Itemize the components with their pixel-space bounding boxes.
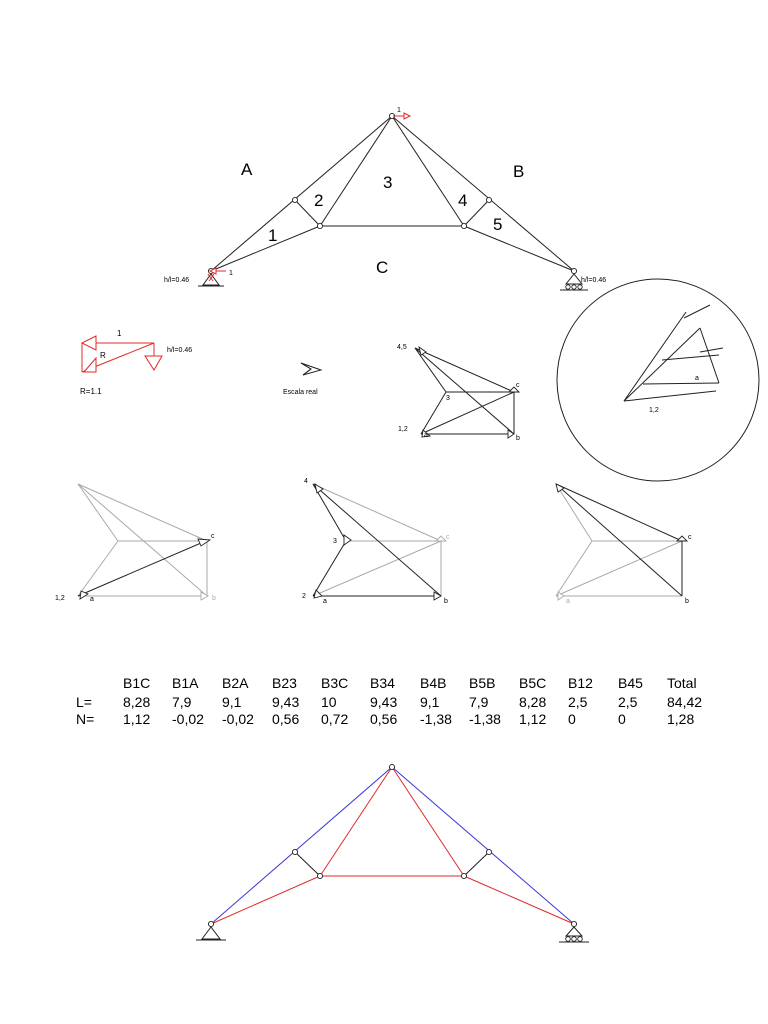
column-header: B12 bbox=[568, 675, 593, 691]
step2-label-c: c bbox=[446, 534, 450, 541]
zone-label-3: 3 bbox=[383, 173, 393, 192]
zone-label-b: B bbox=[513, 162, 525, 181]
cremona-label-a: a bbox=[424, 432, 428, 439]
step1-label-a: a bbox=[90, 596, 94, 603]
column-header: B34 bbox=[370, 675, 395, 691]
pin-support bbox=[198, 274, 224, 286]
apex-load-arrow bbox=[393, 113, 410, 119]
cremona-label-12: 1,2 bbox=[398, 426, 408, 433]
row-label: L= bbox=[76, 694, 92, 710]
table-cell: 8,28 bbox=[123, 694, 151, 710]
load-polygon-ratio: h/l=0.46 bbox=[167, 347, 193, 354]
support-load-label: 1 bbox=[229, 270, 233, 277]
step1-label-12: 1,2 bbox=[55, 595, 65, 602]
table-cell: 9,43 bbox=[272, 694, 300, 710]
cremona-label-45: 4,5 bbox=[397, 344, 407, 351]
table-cell: 1,12 bbox=[519, 711, 547, 727]
load-polygon-top-label: 1 bbox=[117, 329, 122, 338]
table-cell: 7,9 bbox=[469, 694, 489, 710]
zoom-label-12: 1,2 bbox=[649, 407, 659, 414]
zone-label-1: 1 bbox=[268, 226, 278, 245]
table-header-row bbox=[123, 675, 697, 691]
step2-label-4: 4 bbox=[304, 478, 308, 485]
table-cell: 2,5 bbox=[568, 694, 588, 710]
table-cell: -1,38 bbox=[469, 711, 501, 727]
table-cell: 2,5 bbox=[618, 694, 638, 710]
scale-label: Escala real bbox=[283, 389, 318, 396]
load-polygon-r-label: R bbox=[100, 351, 106, 360]
zone-label-c: C bbox=[376, 258, 389, 277]
column-header: B5B bbox=[469, 675, 496, 691]
zone-label-4: 4 bbox=[458, 191, 468, 210]
load-polygon bbox=[80, 329, 192, 396]
table-row-length bbox=[76, 694, 702, 710]
table-cell: -1,38 bbox=[420, 711, 452, 727]
step1-label-b: b bbox=[212, 595, 216, 602]
table-cell: 0,72 bbox=[321, 711, 349, 727]
zone-label-2: 2 bbox=[314, 191, 324, 210]
column-header: B1C bbox=[123, 675, 151, 691]
cremona-label-3: 3 bbox=[446, 395, 450, 402]
cremona-label-c: c bbox=[516, 382, 520, 389]
step2-label-b: b bbox=[444, 598, 448, 605]
ratio-label-left: h/l=0.46 bbox=[164, 277, 190, 284]
truss-diagram bbox=[164, 107, 606, 290]
table-cell: 9,43 bbox=[370, 694, 398, 710]
step2-label-3: 3 bbox=[333, 538, 337, 545]
column-header: B2A bbox=[222, 675, 249, 691]
column-header: B4B bbox=[420, 675, 447, 691]
step2-label-2: 2 bbox=[302, 593, 306, 600]
table-row-force bbox=[76, 711, 694, 727]
step1-label-c: c bbox=[211, 533, 215, 540]
truss-members bbox=[211, 116, 574, 271]
table-cell: 1,12 bbox=[123, 711, 151, 727]
table-cell: 84,42 bbox=[667, 694, 703, 710]
step3-label-b: b bbox=[685, 598, 689, 605]
load-polygon-result: R=1.1 bbox=[80, 387, 102, 396]
column-header: B3C bbox=[321, 675, 349, 691]
column-header: B1A bbox=[172, 675, 199, 691]
table-cell: 0,56 bbox=[272, 711, 300, 727]
ratio-label-right: h/l=0.46 bbox=[581, 277, 607, 284]
zone-label-a: A bbox=[241, 160, 253, 179]
table-cell: 1,28 bbox=[667, 711, 695, 727]
force-colored-truss bbox=[196, 764, 589, 942]
table-cell: 0 bbox=[568, 711, 576, 727]
table-cell: 9,1 bbox=[420, 694, 440, 710]
roller-support bbox=[559, 927, 589, 942]
table-cell: 7,9 bbox=[172, 694, 192, 710]
zoom-detail-circle bbox=[557, 279, 759, 481]
column-header: B23 bbox=[272, 675, 297, 691]
zoom-label-a: a bbox=[695, 375, 699, 382]
pin-support bbox=[196, 927, 226, 940]
row-label: N= bbox=[76, 711, 95, 727]
table-cell: -0,02 bbox=[222, 711, 254, 727]
table-cell: 9,1 bbox=[222, 694, 242, 710]
cremona-diagram bbox=[397, 344, 520, 442]
table-cell: -0,02 bbox=[172, 711, 204, 727]
table-cell: 8,28 bbox=[519, 694, 547, 710]
table-cell: 0 bbox=[618, 711, 626, 727]
apex-load-label: 1 bbox=[397, 107, 401, 114]
step-diagram-1 bbox=[55, 484, 216, 603]
scale-glyph bbox=[283, 363, 321, 396]
column-header: Total bbox=[667, 675, 697, 691]
step2-label-a: a bbox=[323, 598, 327, 605]
step3-label-c: c bbox=[688, 534, 692, 541]
zone-label-5: 5 bbox=[493, 215, 503, 234]
table-cell: 10 bbox=[321, 694, 337, 710]
step-diagram-2 bbox=[302, 478, 450, 605]
step-diagram-3 bbox=[556, 484, 692, 605]
column-header: B5C bbox=[519, 675, 547, 691]
table-cell: 0,56 bbox=[370, 711, 398, 727]
cremona-label-b: b bbox=[516, 435, 520, 442]
step3-label-a: a bbox=[566, 598, 570, 605]
column-header: B45 bbox=[618, 675, 643, 691]
results-table bbox=[76, 675, 702, 727]
